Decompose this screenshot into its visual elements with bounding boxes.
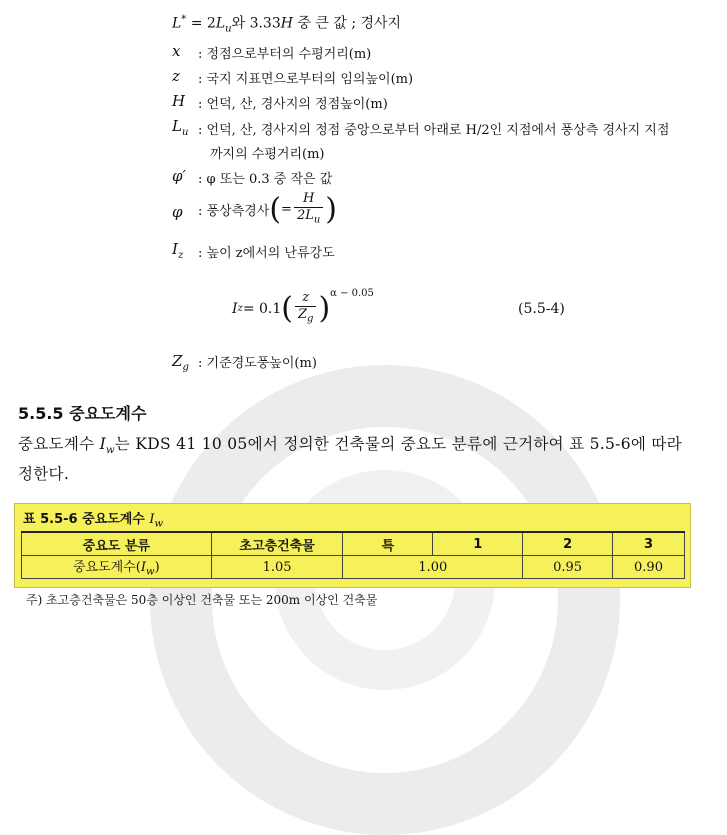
- lstar-eq: = 2: [186, 15, 216, 32]
- row-label-end: ): [154, 560, 160, 576]
- table-footnote: 주) 초고층건축물은 50층 이상인 건축물 또는 200m 이상인 건축물: [26, 593, 378, 607]
- phi-numerator: H: [294, 191, 323, 208]
- var-z-desc: : 국지 지표면으로부터의 임의높이(m): [198, 72, 414, 87]
- table-row: [22, 556, 685, 579]
- eq-denominator: [295, 307, 316, 328]
- lstar-symbol: L: [172, 15, 182, 32]
- eq-fraction: [295, 290, 316, 328]
- var-phiprime-symbol: [172, 167, 186, 185]
- var-lu-symbol: [172, 117, 188, 138]
- lstar-definition: [172, 10, 401, 39]
- eq-paren-right: ): [318, 291, 331, 327]
- var-lu-desc-cont: 까지의 수평거리(m): [210, 147, 325, 162]
- eq-exponent: α − 0.05: [330, 288, 374, 299]
- section-title: 중요도계수: [69, 404, 147, 423]
- value-class-2: 0.95: [523, 556, 613, 579]
- phi-denominator: [294, 208, 323, 229]
- var-lu-desc: : 언덕, 산, 경사지의 정점 중앙으로부터 아래로 H/2인 지점에서 풍상측 경사지 지점: [198, 123, 670, 138]
- table-header-row: [22, 532, 685, 556]
- zg-main: Z: [172, 352, 183, 370]
- phi-den-sub: u: [313, 214, 321, 226]
- lu-symbol: L: [215, 15, 226, 32]
- importance-factor-table: [14, 503, 691, 588]
- iz-main: I: [172, 240, 178, 258]
- para-text-b: 는 KDS 41 10 05에서 정의한 건축물의 중요도 분류에 근거하여 표 5.5-6에 따라: [114, 435, 682, 453]
- var-zg-desc: : 기준경도풍높이(m): [198, 356, 317, 371]
- header-high-rise: 초고층건축물: [211, 532, 343, 556]
- var-iz-symbol: [172, 240, 183, 261]
- var-phi-desc: [198, 191, 337, 229]
- phi-desc-text: : 풍상측경사: [198, 204, 270, 220]
- var-zg-symbol: [172, 352, 189, 373]
- equation-5-5-4: [232, 290, 374, 328]
- paren-right: ): [325, 192, 338, 228]
- table-caption-text: 표 5.5-6 중요도계수: [23, 512, 150, 527]
- value-high-rise: 1.05: [211, 556, 343, 579]
- header-class-2: 2: [523, 532, 613, 556]
- phiprime-prime: ′: [182, 167, 186, 185]
- eq-den-sub: g: [307, 313, 314, 325]
- eq-numerator: z: [295, 290, 316, 307]
- row-label-symbol: I: [140, 560, 147, 576]
- table-caption: [23, 508, 163, 530]
- eq-coef: = 0.1: [242, 300, 282, 317]
- var-h-symbol: H: [172, 92, 186, 110]
- var-x-symbol: x: [172, 42, 181, 60]
- section-number: 5.5.5: [18, 404, 64, 423]
- var-z-symbol: z: [172, 67, 180, 85]
- header-class-1: 1: [433, 532, 523, 556]
- para-text-a: 중요도계수: [18, 435, 100, 453]
- var-phiprime-desc: : φ 또는 0.3 중 작은 값: [198, 172, 333, 187]
- eq-lhs-sub: z: [237, 303, 243, 315]
- section-heading: [18, 401, 146, 424]
- paren-left: (: [269, 192, 282, 228]
- phi-eq: =: [281, 202, 292, 218]
- phi-den-main: 2L: [296, 208, 314, 223]
- para-symbol: I: [99, 435, 107, 453]
- lu-sub: u: [225, 23, 232, 35]
- value-class-3: 0.90: [613, 556, 685, 579]
- lstar-text1: 와 3.33: [231, 15, 281, 32]
- lstar-text2: 중 큰 값 ; 경사지: [292, 15, 402, 32]
- header-class-3: 3: [613, 532, 685, 556]
- phi-fraction: [294, 191, 323, 229]
- eq-paren-left: (: [281, 291, 293, 327]
- lstar-sup: *: [181, 14, 187, 25]
- row-label: [22, 556, 212, 579]
- var-h-desc: : 언덕, 산, 경사지의 정점높이(m): [198, 97, 388, 112]
- table-caption-symbol: I: [149, 512, 155, 527]
- header-category: 중요도 분류: [22, 532, 212, 556]
- paragraph-line-2: 정한다.: [18, 465, 70, 483]
- value-special-class-1: 1.00: [343, 556, 523, 579]
- var-lu-sub: u: [181, 127, 189, 138]
- table-caption-sub: w: [154, 518, 164, 530]
- h-symbol: H: [280, 15, 293, 32]
- para-symbol-sub: w: [106, 445, 115, 457]
- row-label-text: 중요도계수(: [73, 560, 141, 576]
- header-special: 특: [343, 532, 433, 556]
- var-lu-main: L: [172, 117, 182, 135]
- table-grid: [21, 531, 685, 579]
- eq-den-main: Z: [297, 307, 308, 322]
- paragraph-line-1: [18, 432, 682, 456]
- eq-lhs: I: [232, 300, 238, 317]
- var-iz-desc: : 높이 z에서의 난류강도: [198, 246, 335, 261]
- var-phi-symbol: φ: [172, 203, 183, 221]
- zg-sub: g: [182, 362, 189, 373]
- iz-sub: z: [177, 250, 184, 261]
- var-x-desc: : 정점으로부터의 수평거리(m): [198, 47, 372, 62]
- phiprime-main: φ: [172, 167, 183, 185]
- equation-number: (5.5-4): [518, 301, 565, 317]
- row-label-sub: w: [146, 566, 155, 578]
